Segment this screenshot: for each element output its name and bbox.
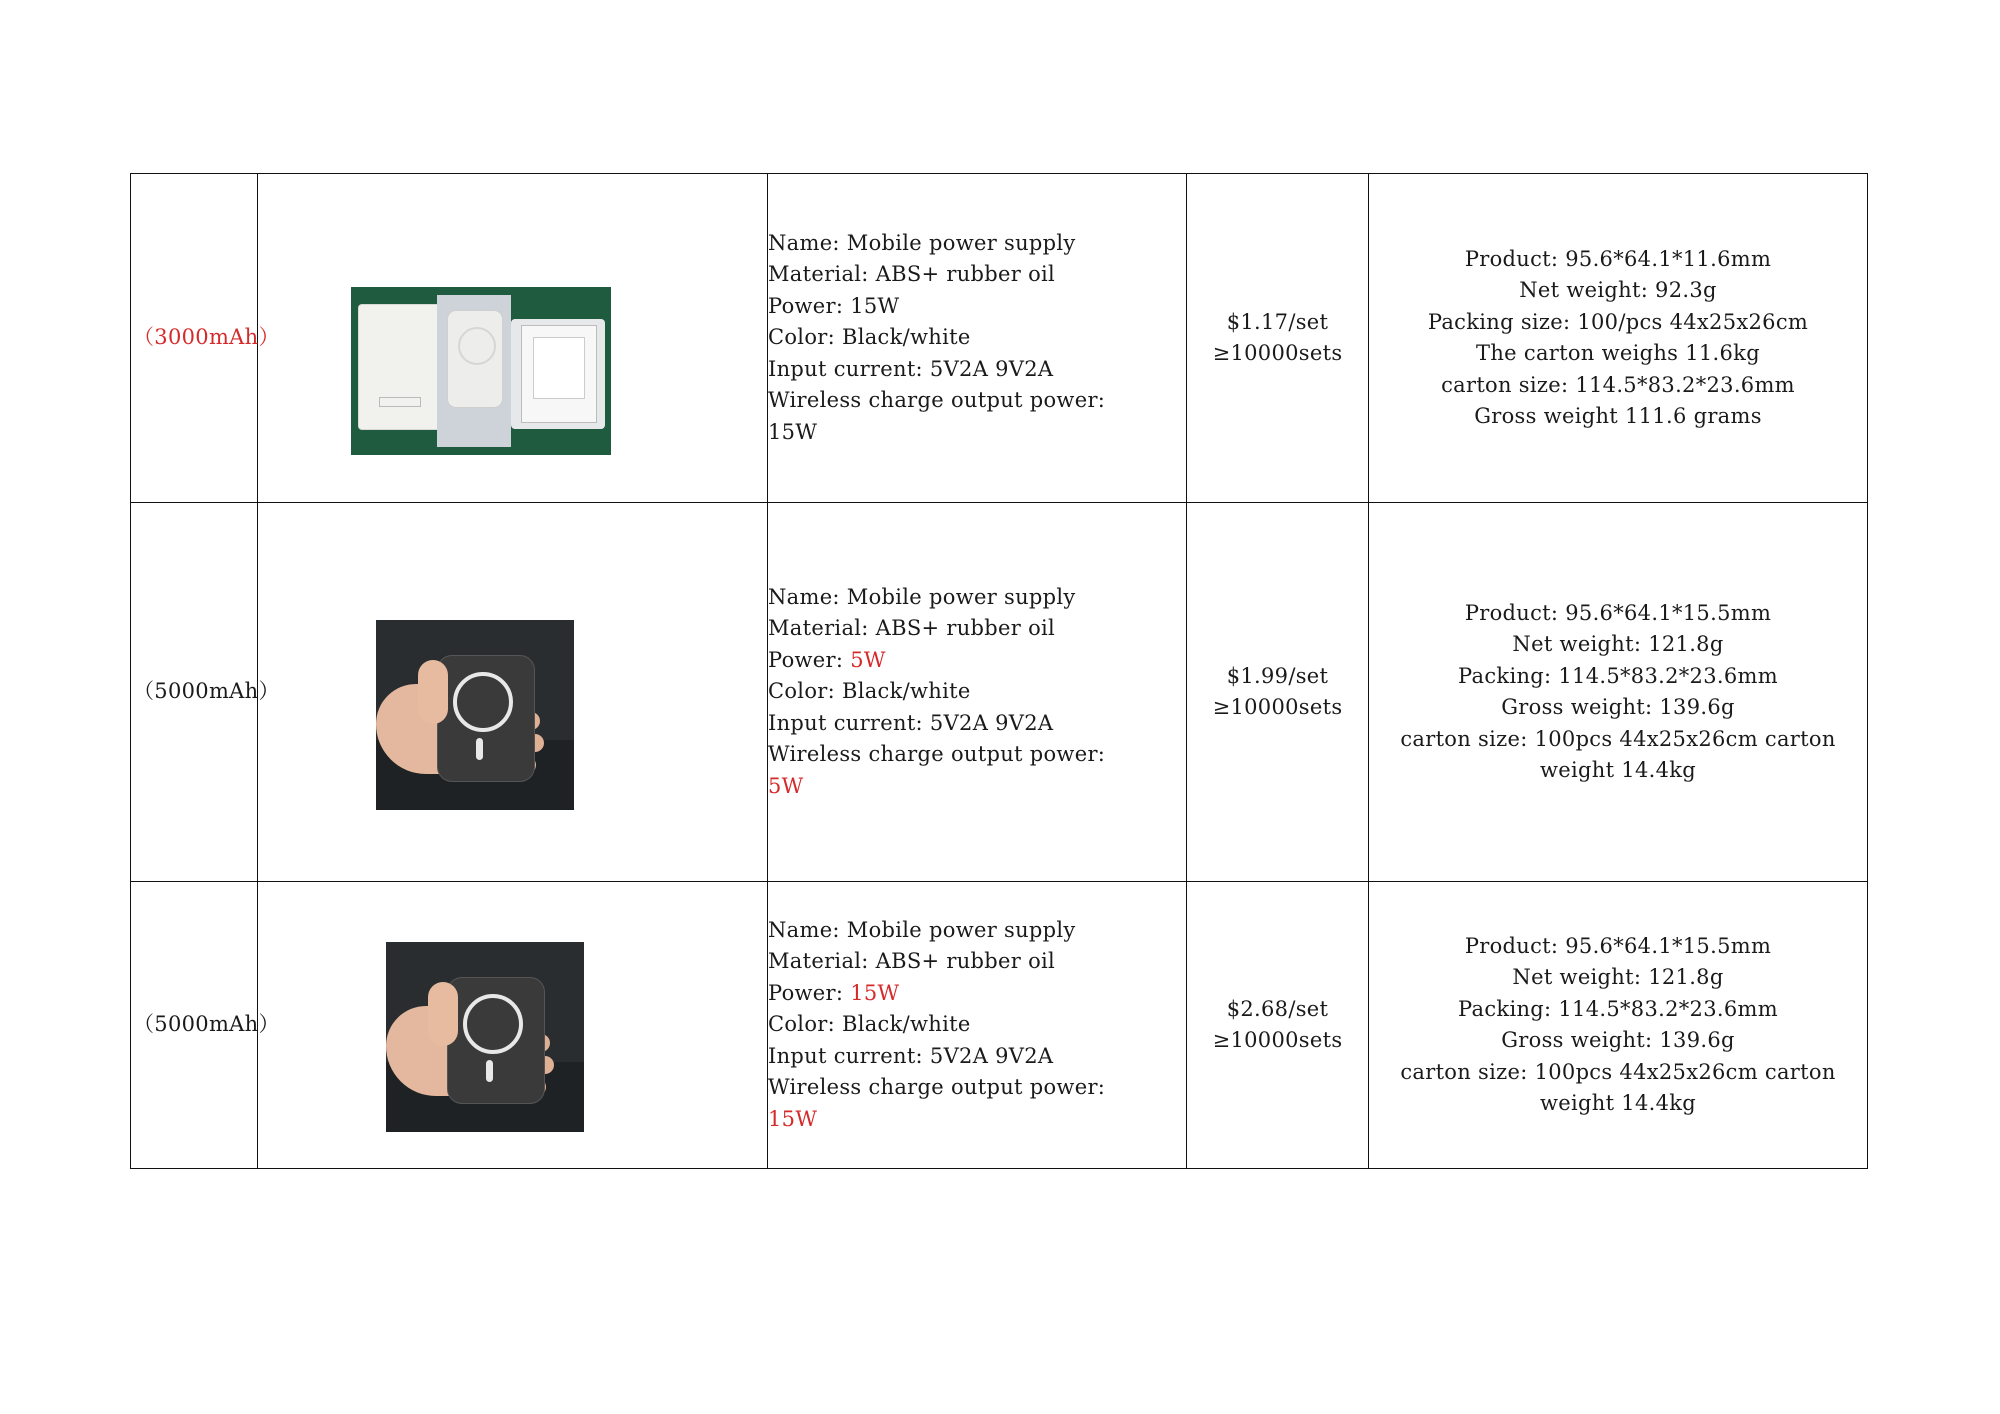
price-value: $1.17/set: [1226, 309, 1329, 334]
product-photo: [376, 620, 574, 810]
table-row: [131, 882, 1868, 1169]
moq-value: ≥10000sets: [1212, 695, 1343, 719]
packing-line: Gross weight: 139.6g: [1501, 695, 1735, 719]
packing-line: Packing size: 100/pcs 44x25x26cm: [1427, 309, 1809, 334]
table-row: [131, 503, 1868, 882]
packing-line: The carton weighs 11.6kg: [1476, 341, 1760, 365]
desc-power-label: Power:: [768, 293, 851, 318]
product-spec-table: [130, 173, 1868, 1169]
price-cell: [1187, 503, 1369, 882]
desc-power-value: 15W: [850, 293, 900, 318]
desc-power: [768, 645, 1186, 677]
desc-color: Color: Black/white: [768, 679, 971, 704]
packing-line: carton size: 100pcs 44x25x26cm carton weight 14.4kg: [1400, 726, 1836, 782]
packing-line: Packing: 114.5*83.2*23.6mm: [1458, 996, 1778, 1021]
product-image-cell: [258, 174, 768, 503]
description-cell: [768, 174, 1187, 503]
desc-input: Input current: 5V2A 9V2A: [768, 356, 1054, 381]
packing-cell: [1369, 503, 1868, 882]
packing-line: carton size: 114.5*83.2*23.6mm: [1441, 372, 1795, 397]
desc-wireless-label: Wireless charge output power:: [768, 742, 1106, 767]
desc-power: [768, 291, 1186, 323]
desc-name: Name: Mobile power supply: [768, 584, 1076, 609]
product-image-cell: [258, 882, 768, 1169]
packing-line: Gross weight: 139.6g: [1501, 1028, 1735, 1052]
packing-line: Product: 95.6*64.1*11.6mm: [1464, 246, 1772, 271]
table-row: [131, 174, 1868, 503]
packing-line: Net weight: 121.8g: [1512, 965, 1724, 989]
packing-line: carton size: 100pcs 44x25x26cm carton weight 14.4kg: [1400, 1059, 1836, 1115]
price-cell: [1187, 174, 1369, 503]
desc-power-label: Power:: [768, 647, 851, 672]
desc-input: Input current: 5V2A 9V2A: [768, 710, 1054, 735]
moq-value: ≥10000sets: [1212, 341, 1343, 365]
capacity-cell: [131, 174, 280, 503]
desc-wireless-label: Wireless charge output power:: [768, 1075, 1106, 1100]
desc-input: Input current: 5V2A 9V2A: [768, 1043, 1054, 1068]
packing-cell: [1369, 174, 1868, 503]
capacity-label: （3000mAh）: [133, 325, 280, 350]
packing-cell: [1369, 882, 1868, 1169]
product-photo: [386, 942, 584, 1132]
description-cell: [768, 503, 1187, 882]
desc-power-label: Power:: [768, 980, 851, 1005]
packing-line: Product: 95.6*64.1*15.5mm: [1464, 933, 1772, 958]
capacity-cell: [131, 882, 280, 1169]
packing-line: Product: 95.6*64.1*15.5mm: [1464, 600, 1772, 625]
packing-line: Net weight: 92.3g: [1519, 278, 1717, 302]
capacity-label: （5000mAh）: [133, 1012, 280, 1037]
desc-wireless-value: 15W: [768, 419, 818, 444]
desc-color: Color: Black/white: [768, 325, 971, 350]
capacity-cell: [131, 503, 280, 882]
product-photo: [351, 287, 611, 455]
price-value: $1.99/set: [1226, 663, 1329, 688]
capacity-label: （5000mAh）: [133, 679, 280, 704]
desc-power: [768, 978, 1186, 1010]
desc-material: Material: ABS+ rubber oil: [768, 949, 1056, 974]
desc-color: Color: Black/white: [768, 1012, 971, 1037]
desc-wireless-label: Wireless charge output power:: [768, 388, 1106, 413]
desc-power-value: 15W: [850, 980, 900, 1005]
packing-line: Net weight: 121.8g: [1512, 632, 1724, 656]
desc-wireless-value: 5W: [768, 773, 804, 798]
desc-wireless-value: 15W: [768, 1106, 818, 1131]
desc-material: Material: ABS+ rubber oil: [768, 616, 1056, 641]
product-image-cell: [258, 503, 768, 882]
packing-line: Packing: 114.5*83.2*23.6mm: [1458, 663, 1778, 688]
desc-name: Name: Mobile power supply: [768, 230, 1076, 255]
desc-power-value: 5W: [850, 647, 886, 672]
packing-line: Gross weight 111.6 grams: [1474, 404, 1762, 428]
desc-material: Material: ABS+ rubber oil: [768, 262, 1056, 287]
price-value: $2.68/set: [1226, 996, 1329, 1021]
price-cell: [1187, 882, 1369, 1169]
desc-name: Name: Mobile power supply: [768, 917, 1076, 942]
description-cell: [768, 882, 1187, 1169]
moq-value: ≥10000sets: [1212, 1028, 1343, 1052]
